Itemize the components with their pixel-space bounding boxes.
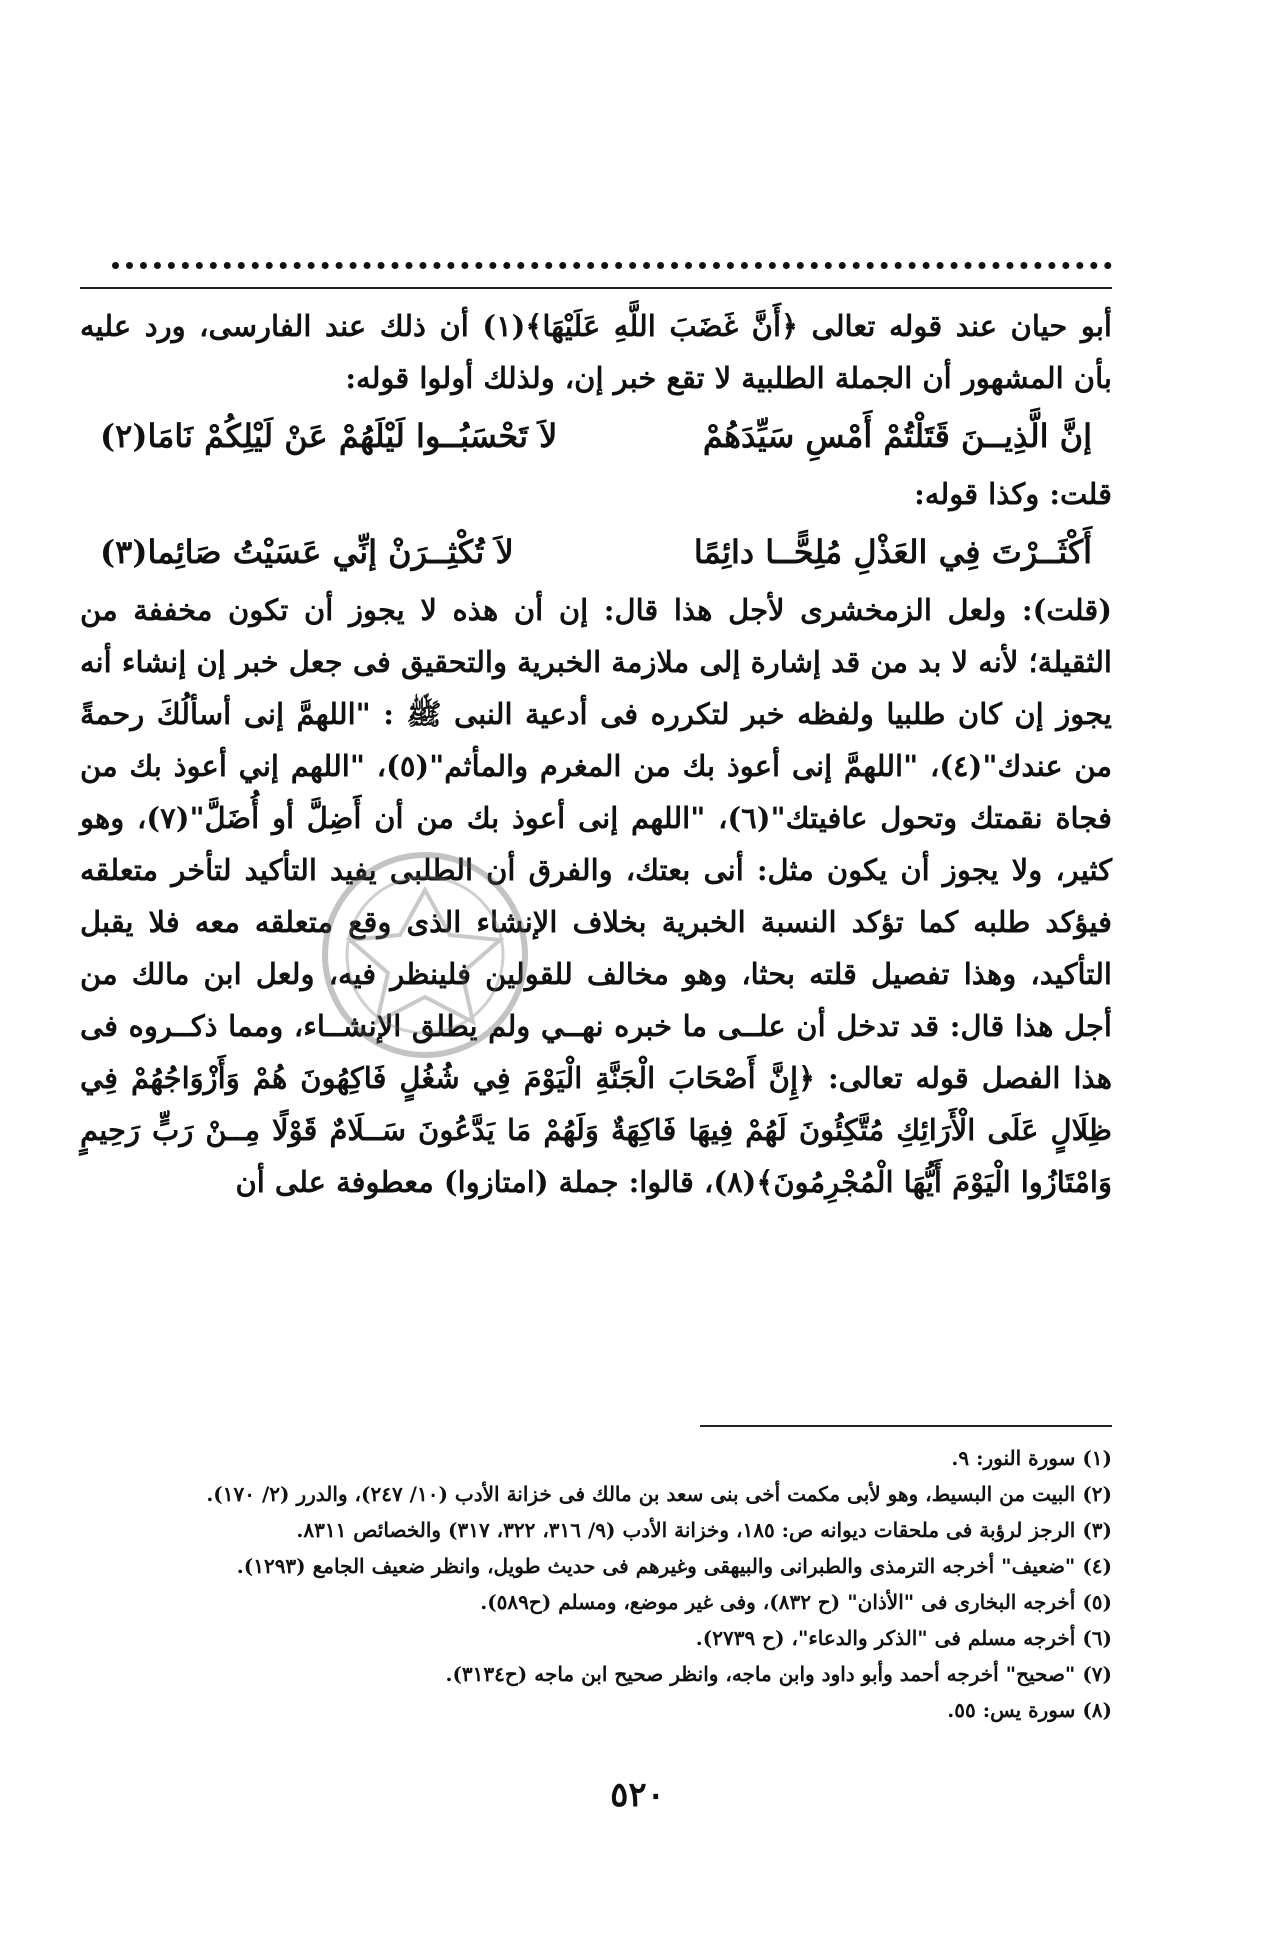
footnote-5: (٥) أخرجه البخارى فى "الأذان" (ح ٨٣٢)، وفى غير موضع، ومسلم (ح٥٨٩). xyxy=(480,1590,1112,1614)
footnote-6: (٦) أخرجه مسلم فى "الذكر والدعاء"، (ح ٢٧٣٩). xyxy=(695,1626,1112,1650)
footnote-8: (٨) سورة يس: ٥٥. xyxy=(947,1698,1112,1722)
verse-2 xyxy=(80,520,1112,584)
footnote-3: (٣) الرجز لرؤبة فى ملحقات ديوانه ص: ١٨٥، وخزانة الأدب (٩/ ٣١٦، ٣٢٢، ٣١٧) والخصائص ٨٣١١. xyxy=(296,1518,1112,1542)
footnotes xyxy=(80,1440,1112,1728)
verse-1-left-hemistich: لاَ تَحْسَبُــوا لَيْلَهُمْ عَنْ لَيْلِكُمْ نَامَا(٢) xyxy=(100,417,558,455)
verse-1 xyxy=(80,404,1112,468)
footnote-7: (٧) "صحيح" أخرجه أحمد وأبو داود وابن ماجه، وانظر صحيح ابن ماجه (ح٣١٣٤). xyxy=(445,1662,1112,1686)
paragraph-2: (قلت): ولعل الزمخشرى لأجل هذا قال: إن أن هذه لا يجوز أن تكون مخففة من الثقيلة؛ لأنه لا بد من قد إشارة إلى ملازمة الخبرية والتحقيق فى جعل خبر إن إنشاء أنه يجوز إن كان طلبيا ولفظه خبر لتكرره فى أدعية النبى ﷺ : "اللهمَّ إنى أسألُكَ رحمةً من عندك"(٤)، "اللهمَّ إنى أعوذ بك من المغرم والمأثم"(٥)، "اللهم إني أعوذ بك من فجاة نقمتك وتحول عافيتك"(٦)، "اللهم إنى أعوذ بك من أن أَضِلَّ أو أُضَلَّ"(٧)، وهو كثير، ولا يجوز أن يكون مثل: أنى بعتك، والفرق أن الطلبى يفيد التأكيد لتأخر متعلقه فيؤكد طلبه كما تؤكد النسبة الخبرية بخلاف الإنشاء الذى وقع متعلقه معه فلا يقبل التأكيد، وهذا تفصيل قلته بحثا، وهو مخالف للقولين فلينظر فيه، ولعل ابن مالك من أجل هذا قال: قد تدخل أن علــى ما خبره نهــي ولم يطلق الإنشــاء، ومما ذكــروه فى هذا الفصل قوله تعالى: ﴿إِنَّ أَصْحَابَ الْجَنَّةِ الْيَوْمَ فِي شُغُلٍ فَاكِهُونَ هُمْ وَأَزْوَاجُهُمْ فِي ظِلَالٍ عَلَى الْأَرَائِكِ مُتَّكِئُونَ لَهُمْ فِيهَا فَاكِهَةٌ وَلَهُمْ مَا يَدَّعُونَ سَــلَامٌ قَوْلًا مِــنْ رَبٍّ رَحِيمٍ وَامْتَازُوا الْيَوْمَ أَيُّهَا الْمُجْرِمُونَ﴾(٨)، قالوا: جملة (امتازوا) معطوفة على أن xyxy=(80,593,1113,1199)
verse-2-left-hemistich: لاَ تُكْثِــرَنْ إنِّي عَسَيْتُ صَائِما(٣) xyxy=(100,533,514,571)
footnote-2: (٢) البيت من البسيط، وهو لأبى مكمت أخى بنى سعد بن مالك فى خزانة الأدب (١٠/ ٢٤٧)، والدرر (٢/ ١٧٠). xyxy=(206,1482,1112,1506)
footnote-4: (٤) "ضعيف" أخرجه الترمذى والطبرانى والبيهقى وغيرهم فى حديث طويل، وانظر ضعيف الجامع (١٢٩٣). xyxy=(236,1554,1112,1578)
footnote-1: (١) سورة النور: ٩. xyxy=(951,1446,1112,1470)
footnote-rule xyxy=(700,1425,1112,1427)
main-text xyxy=(80,300,1112,1208)
verse-1-right-hemistich: إنَّ الَّذِيــنَ قَتَلْتُمْ أَمْسِ سَيِّدَهُمْ xyxy=(702,417,1092,455)
verse-2-right-hemistich: أَكْثَــرْتَ فِي العَذْلِ مُلِحًّــا دائِمًا xyxy=(693,533,1092,571)
page-number: ٥٢٠ xyxy=(610,1775,665,1815)
header-dotted-rule xyxy=(112,262,1112,269)
header-rule xyxy=(80,287,1112,289)
library-seal-watermark xyxy=(310,840,540,1070)
paragraph-1: أبو حيان عند قوله تعالى ﴿أَنَّ غَضَبَ اللَّهِ عَلَيْهَا﴾(١) أن ذلك عند الفارسى، ورد عليه بأن المشهور أن الجملة الطلبية لا تقع خبر إن، ولذلك أولوا قوله: xyxy=(80,309,1112,395)
qalt-line: قلت: وكذا قوله: xyxy=(914,477,1112,511)
